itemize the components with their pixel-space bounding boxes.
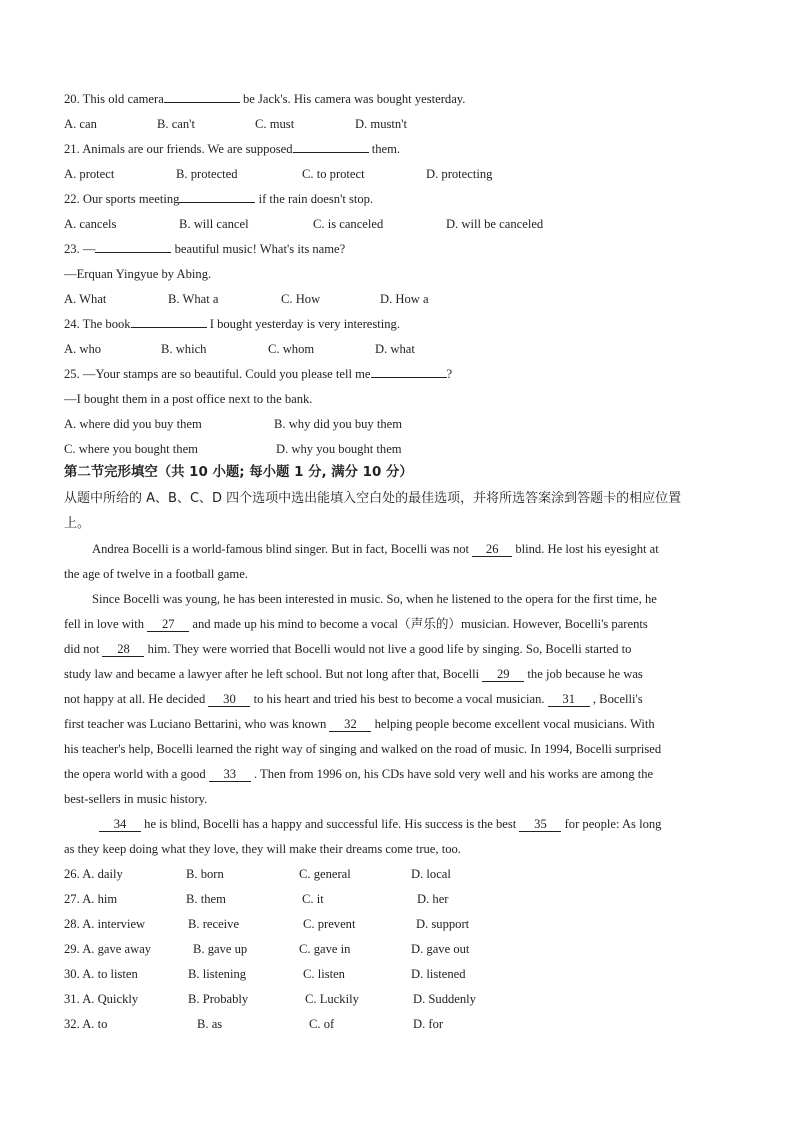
choice-30-b: B. listening (188, 967, 247, 981)
blank-32: 32 (329, 717, 371, 732)
question-21 (64, 141, 400, 157)
passage-line: Andrea Bocelli is a world-famous blind singer. But in fact, Bocelli was not 26 blind. He lost his eyesight at (92, 542, 659, 556)
choice-32-b: B. as (197, 1017, 223, 1031)
choice-27-a: 27. A. him (64, 892, 118, 906)
option-c: C. How (281, 292, 321, 306)
dialogue-reply: —Erquan Yingyue by Abing. (64, 267, 212, 281)
section-instructions: 上。 (64, 516, 91, 531)
choice-29-b: B. gave up (193, 942, 248, 956)
passage-line: 34 he is blind, Bocelli has a happy and successful life. His success is the best 35 for people: As long (99, 816, 661, 832)
choice-27-d: D. her (417, 892, 449, 906)
choice-32-d: D. for (413, 1017, 444, 1031)
question-23 (64, 241, 345, 257)
option-b: B. can't (157, 117, 195, 131)
answer-blank (371, 366, 447, 378)
choice-26-c: C. general (299, 867, 351, 881)
question-text: beautiful music! What's its name? (171, 242, 346, 256)
choice-30-d: D. listened (411, 967, 466, 981)
option-b: B. which (161, 342, 207, 356)
question-text: 24. The book (64, 317, 131, 331)
answer-blank (164, 91, 240, 103)
choice-30-a: 30. A. to listen (64, 967, 138, 981)
question-text: I bought yesterday is very interesting. (206, 317, 401, 331)
section-heading: 第二节完形填空（共 10 小题; 每小题 1 分, 满分 10 分） (64, 465, 413, 480)
question-text: 22. Our sports meeting (64, 192, 180, 206)
blank-26: 26 (472, 542, 512, 557)
choice-27-c: C. it (302, 892, 324, 906)
option-a: A. who (64, 342, 102, 356)
option-c: C. to protect (302, 167, 365, 181)
option-a: A. What (64, 292, 107, 306)
option-c: C. whom (268, 342, 315, 356)
question-text: 23. — (64, 242, 96, 256)
option-a: A. can (64, 117, 97, 131)
passage-line: fell in love with 27 and made up his mind to become a vocal（声乐的）musician. However, Bocelli's parents (64, 617, 648, 631)
blank-31: 31 (548, 692, 590, 707)
choice-31-a: 31. A. Quickly (64, 992, 139, 1006)
answer-blank (293, 141, 369, 153)
choice-31-d: D. Suddenly (413, 992, 476, 1006)
choice-32-c: C. of (309, 1017, 335, 1031)
section-instructions: 从题中所给的 A、B、C、D 四个选项中选出能填入空白处的最佳选项，并将所选答案涂到答题卡的相应位置 (64, 491, 682, 506)
option-b: B. What a (168, 292, 219, 306)
choice-30-c: C. listen (303, 967, 345, 981)
question-text: ? (446, 367, 453, 381)
option-a: A. cancels (64, 217, 117, 231)
passage-line: did not 28 him. They were worried that Bocelli would not live a good life by singing. So, Bocelli started to (64, 642, 632, 656)
answer-blank (131, 316, 207, 328)
blank-34: 34 (99, 817, 141, 832)
choice-28-d: D. support (416, 917, 470, 931)
question-24 (64, 316, 400, 332)
question-text: be Jack's. His camera was bought yesterday. (239, 92, 466, 106)
choice-32-a: 32. A. to (64, 1017, 108, 1031)
option-d: D. How a (380, 292, 429, 306)
answer-blank (179, 191, 255, 203)
passage-line: the opera world with a good 33 . Then from 1996 on, his CDs have sold very well and his works are among the (64, 767, 654, 781)
blank-35: 35 (519, 817, 561, 832)
option-b: B. will cancel (179, 217, 249, 231)
option-c: C. where you bought them (64, 442, 198, 456)
question-text: them. (368, 142, 401, 156)
passage-line: study law and became a lawyer after he left school. But not long after that, Bocelli 29 the job because he was (64, 667, 643, 681)
option-d: D. what (375, 342, 415, 356)
question-25 (64, 366, 452, 382)
question-text: 25. —Your stamps are so beautiful. Could you please tell me (64, 367, 371, 381)
passage-line: Since Bocelli was young, he has been interested in music. So, when he listened to the opera for the first time, he (92, 592, 657, 606)
passage-line: best-sellers in music history. (64, 792, 208, 806)
question-22 (64, 191, 373, 207)
option-c: C. is canceled (313, 217, 384, 231)
choice-28-c: C. prevent (303, 917, 356, 931)
blank-33: 33 (209, 767, 251, 782)
answer-blank (95, 241, 171, 253)
choice-26-a: 26. A. daily (64, 867, 123, 881)
option-b: B. protected (176, 167, 238, 181)
option-d: D. mustn't (355, 117, 407, 131)
choice-26-d: D. local (411, 867, 451, 881)
passage-line: as they keep doing what they love, they will make their dreams come true, too. (64, 842, 461, 856)
option-d: D. protecting (426, 167, 493, 181)
blank-27: 27 (147, 617, 189, 632)
choice-29-c: C. gave in (299, 942, 351, 956)
option-b: B. why did you buy them (274, 417, 403, 431)
option-c: C. must (255, 117, 295, 131)
choice-28-a: 28. A. interview (64, 917, 146, 931)
choice-31-b: B. Probably (188, 992, 249, 1006)
option-a: A. where did you buy them (64, 417, 202, 431)
choice-29-d: D. gave out (411, 942, 470, 956)
passage-line: not happy at all. He decided 30 to his heart and tried his best to become a vocal musician. 31 , Bocelli's (64, 692, 643, 706)
question-text: if the rain doesn't stop. (255, 192, 374, 206)
passage-line: the age of twelve in a football game. (64, 567, 248, 581)
option-d: D. will be canceled (446, 217, 544, 231)
question-text: 20. This old camera (64, 92, 164, 106)
option-d: D. why you bought them (276, 442, 402, 456)
choice-28-b: B. receive (188, 917, 240, 931)
passage-line: first teacher was Luciano Bettarini, who was known 32 helping people become excellent vocal musicians. With (64, 717, 655, 731)
choice-29-a: 29. A. gave away (64, 942, 152, 956)
option-a: A. protect (64, 167, 115, 181)
passage-line: his teacher's help, Bocelli learned the right way of singing and walked on the road of music. In 1994, Bocelli surprised (64, 742, 662, 756)
blank-28: 28 (102, 642, 144, 657)
question-text: 21. Animals are our friends. We are supposed (64, 142, 293, 156)
blank-30: 30 (208, 692, 250, 707)
blank-29: 29 (482, 667, 524, 682)
choice-31-c: C. Luckily (305, 992, 359, 1006)
choice-26-b: B. born (186, 867, 224, 881)
question-20 (64, 91, 465, 107)
choice-27-b: B. them (186, 892, 226, 906)
dialogue-reply: —I bought them in a post office next to the bank. (64, 392, 313, 406)
